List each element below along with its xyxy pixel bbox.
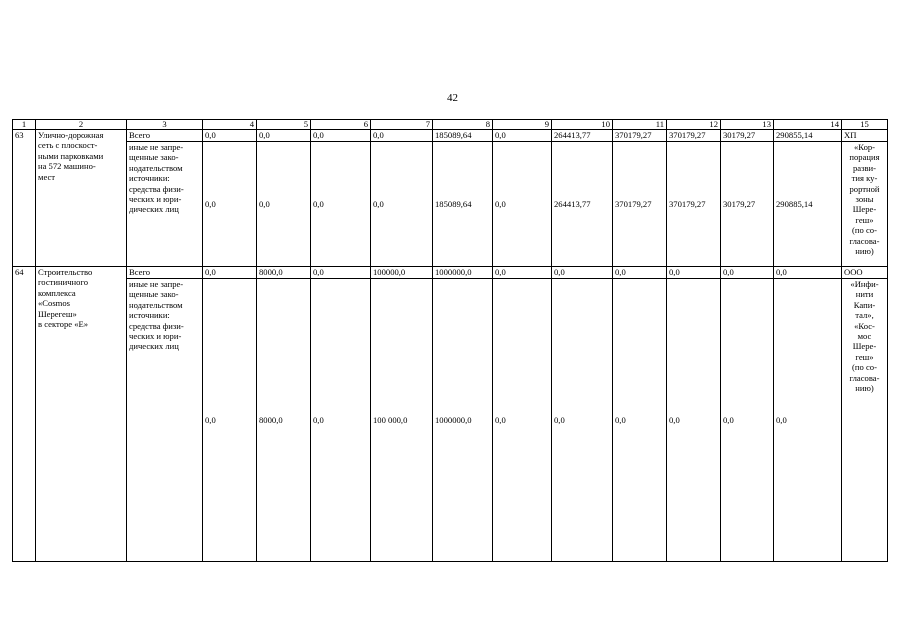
funding-source-label-line: ческих и юри- [129, 331, 182, 342]
measure-name-line: ными парковками [38, 150, 104, 161]
executor-name-line: Шере- [852, 341, 877, 352]
executor-name-line: разви- [852, 162, 877, 173]
table-row-total [13, 130, 888, 142]
total-value: 1000000,0 [433, 267, 493, 279]
executor-name-line: Шере- [852, 204, 877, 215]
measure-name-line: на 572 машино- [38, 161, 96, 172]
total-value: 0,0 [371, 130, 433, 142]
source-value: 30179,27 [721, 142, 774, 267]
executor-name-line: «Инфи- [850, 279, 879, 289]
executor-name-line: нию) [855, 246, 874, 257]
column-header-3: 3 [127, 120, 203, 130]
funding-source-label-line: нодательством [129, 162, 183, 173]
funding-source-label-line: дических лиц [129, 341, 179, 352]
column-header-11: 11 [613, 120, 667, 130]
executor-name-line: зоны [855, 194, 874, 205]
measure-name-line: Шерегеш» [38, 308, 77, 319]
source-value: 8000,0 [257, 279, 311, 562]
executor-name [842, 279, 888, 562]
executor-name-line: (по со- [852, 362, 877, 373]
source-value: 0,0 [493, 142, 552, 267]
executor-name-line: «Кор- [853, 142, 876, 152]
funding-source-label-line: средства физи- [129, 320, 184, 331]
executor-name-line: рортной [849, 183, 880, 194]
executor-name-line: гласова- [849, 235, 880, 246]
measure-name-line: «Cosmos [38, 298, 70, 309]
total-value: 0,0 [493, 130, 552, 142]
total-label: Всего [127, 267, 203, 279]
column-header-2: 2 [36, 120, 127, 130]
source-value: 0,0 [667, 279, 721, 562]
column-header-7: 7 [371, 120, 433, 130]
table-row-source [13, 279, 888, 562]
total-value: 100000,0 [371, 267, 433, 279]
page-number: 42 [447, 92, 458, 104]
source-value: 0,0 [721, 279, 774, 562]
source-value: 0,0 [203, 279, 257, 562]
executor-name-line: гласова- [849, 372, 880, 383]
total-value: 370179,27 [667, 130, 721, 142]
column-header-4: 4 [203, 120, 257, 130]
column-header-9: 9 [493, 120, 552, 130]
table-row-source [13, 142, 888, 267]
executor-name-line: (по со- [852, 225, 877, 236]
source-value: 185089,64 [433, 142, 493, 267]
executor-org-type: ООО [842, 267, 888, 279]
source-value: 0,0 [774, 279, 842, 562]
funding-source-label-line: источники: [129, 173, 170, 184]
source-value: 0,0 [552, 279, 613, 562]
source-value: 100 000,0 [371, 279, 433, 562]
source-value: 0,0 [257, 142, 311, 267]
column-header-12: 12 [667, 120, 721, 130]
total-value: 185089,64 [433, 130, 493, 142]
measure-name [36, 267, 127, 562]
executor-name-line: геш» [855, 351, 874, 362]
total-value: 370179,27 [613, 130, 667, 142]
executor-name-line: порация [849, 152, 880, 163]
measure-name [36, 130, 127, 267]
measure-name-line: сеть с плоскост- [38, 140, 98, 151]
column-header-13: 13 [721, 120, 774, 130]
column-header-5: 5 [257, 120, 311, 130]
source-value: 264413,77 [552, 142, 613, 267]
funding-source-label-line: щенные зако- [129, 152, 179, 163]
executor-org-type: ХП [842, 130, 888, 142]
table-row-total [13, 267, 888, 279]
row-number: 63 [13, 130, 36, 267]
total-value: 0,0 [552, 267, 613, 279]
funding-source-label-line: источники: [129, 310, 170, 321]
measure-name-line: гостиничного [38, 277, 89, 288]
total-label: Всего [127, 130, 203, 142]
funding-source-label-line: нодательством [129, 299, 183, 310]
source-value: 290885,14 [774, 142, 842, 267]
measure-name-line: мест [38, 171, 56, 182]
total-value: 0,0 [774, 267, 842, 279]
total-value: 0,0 [613, 267, 667, 279]
column-header-6: 6 [311, 120, 371, 130]
funding-source-label [127, 279, 203, 562]
column-header-15: 15 [842, 120, 888, 130]
executor-name-line: «Кос- [854, 320, 875, 331]
executor-name [842, 142, 888, 267]
total-value: 0,0 [311, 267, 371, 279]
total-value: 0,0 [493, 267, 552, 279]
source-value: 370179,27 [667, 142, 721, 267]
source-value: 0,0 [371, 142, 433, 267]
total-value: 8000,0 [257, 267, 311, 279]
funding-source-label-line: иные не запре- [129, 279, 184, 289]
funding-source-label [127, 142, 203, 267]
column-number-row [13, 120, 888, 130]
total-value: 0,0 [203, 130, 257, 142]
funding-source-label-line: иные не запре- [129, 142, 184, 152]
column-header-10: 10 [552, 120, 613, 130]
total-value: 0,0 [721, 267, 774, 279]
source-value: 0,0 [311, 279, 371, 562]
row-number: 64 [13, 267, 36, 562]
source-value: 0,0 [203, 142, 257, 267]
measure-name-line: комплекса [38, 287, 76, 298]
measure-name-line: Строительство [38, 267, 93, 277]
total-value: 264413,77 [552, 130, 613, 142]
column-header-1: 1 [13, 120, 36, 130]
executor-name-line: тия ку- [851, 173, 878, 184]
funding-source-label-line: средства физи- [129, 183, 184, 194]
executor-name-line: нию) [855, 383, 874, 394]
column-header-8: 8 [433, 120, 493, 130]
budget-table [12, 119, 888, 562]
total-value: 30179,27 [721, 130, 774, 142]
funding-source-label-line: дических лиц [129, 204, 179, 215]
source-value: 0,0 [613, 279, 667, 562]
total-value: 0,0 [311, 130, 371, 142]
funding-source-label-line: щенные зако- [129, 289, 179, 300]
measure-name-line: Улично-дорожная [38, 130, 104, 140]
executor-name-line: геш» [855, 214, 874, 225]
source-value: 1000000,0 [433, 279, 493, 562]
source-value: 0,0 [311, 142, 371, 267]
total-value: 0,0 [203, 267, 257, 279]
source-value: 0,0 [493, 279, 552, 562]
executor-name-line: мос [857, 331, 872, 342]
measure-name-line: в секторе «Е» [38, 319, 89, 330]
executor-name-line: тал», [855, 310, 874, 321]
total-value: 0,0 [257, 130, 311, 142]
source-value: 370179,27 [613, 142, 667, 267]
column-header-14: 14 [774, 120, 842, 130]
total-value: 0,0 [667, 267, 721, 279]
total-value: 290855,14 [774, 130, 842, 142]
executor-name-line: нити [855, 289, 874, 300]
funding-source-label-line: ческих и юри- [129, 194, 182, 205]
executor-name-line: Капи- [853, 299, 876, 310]
